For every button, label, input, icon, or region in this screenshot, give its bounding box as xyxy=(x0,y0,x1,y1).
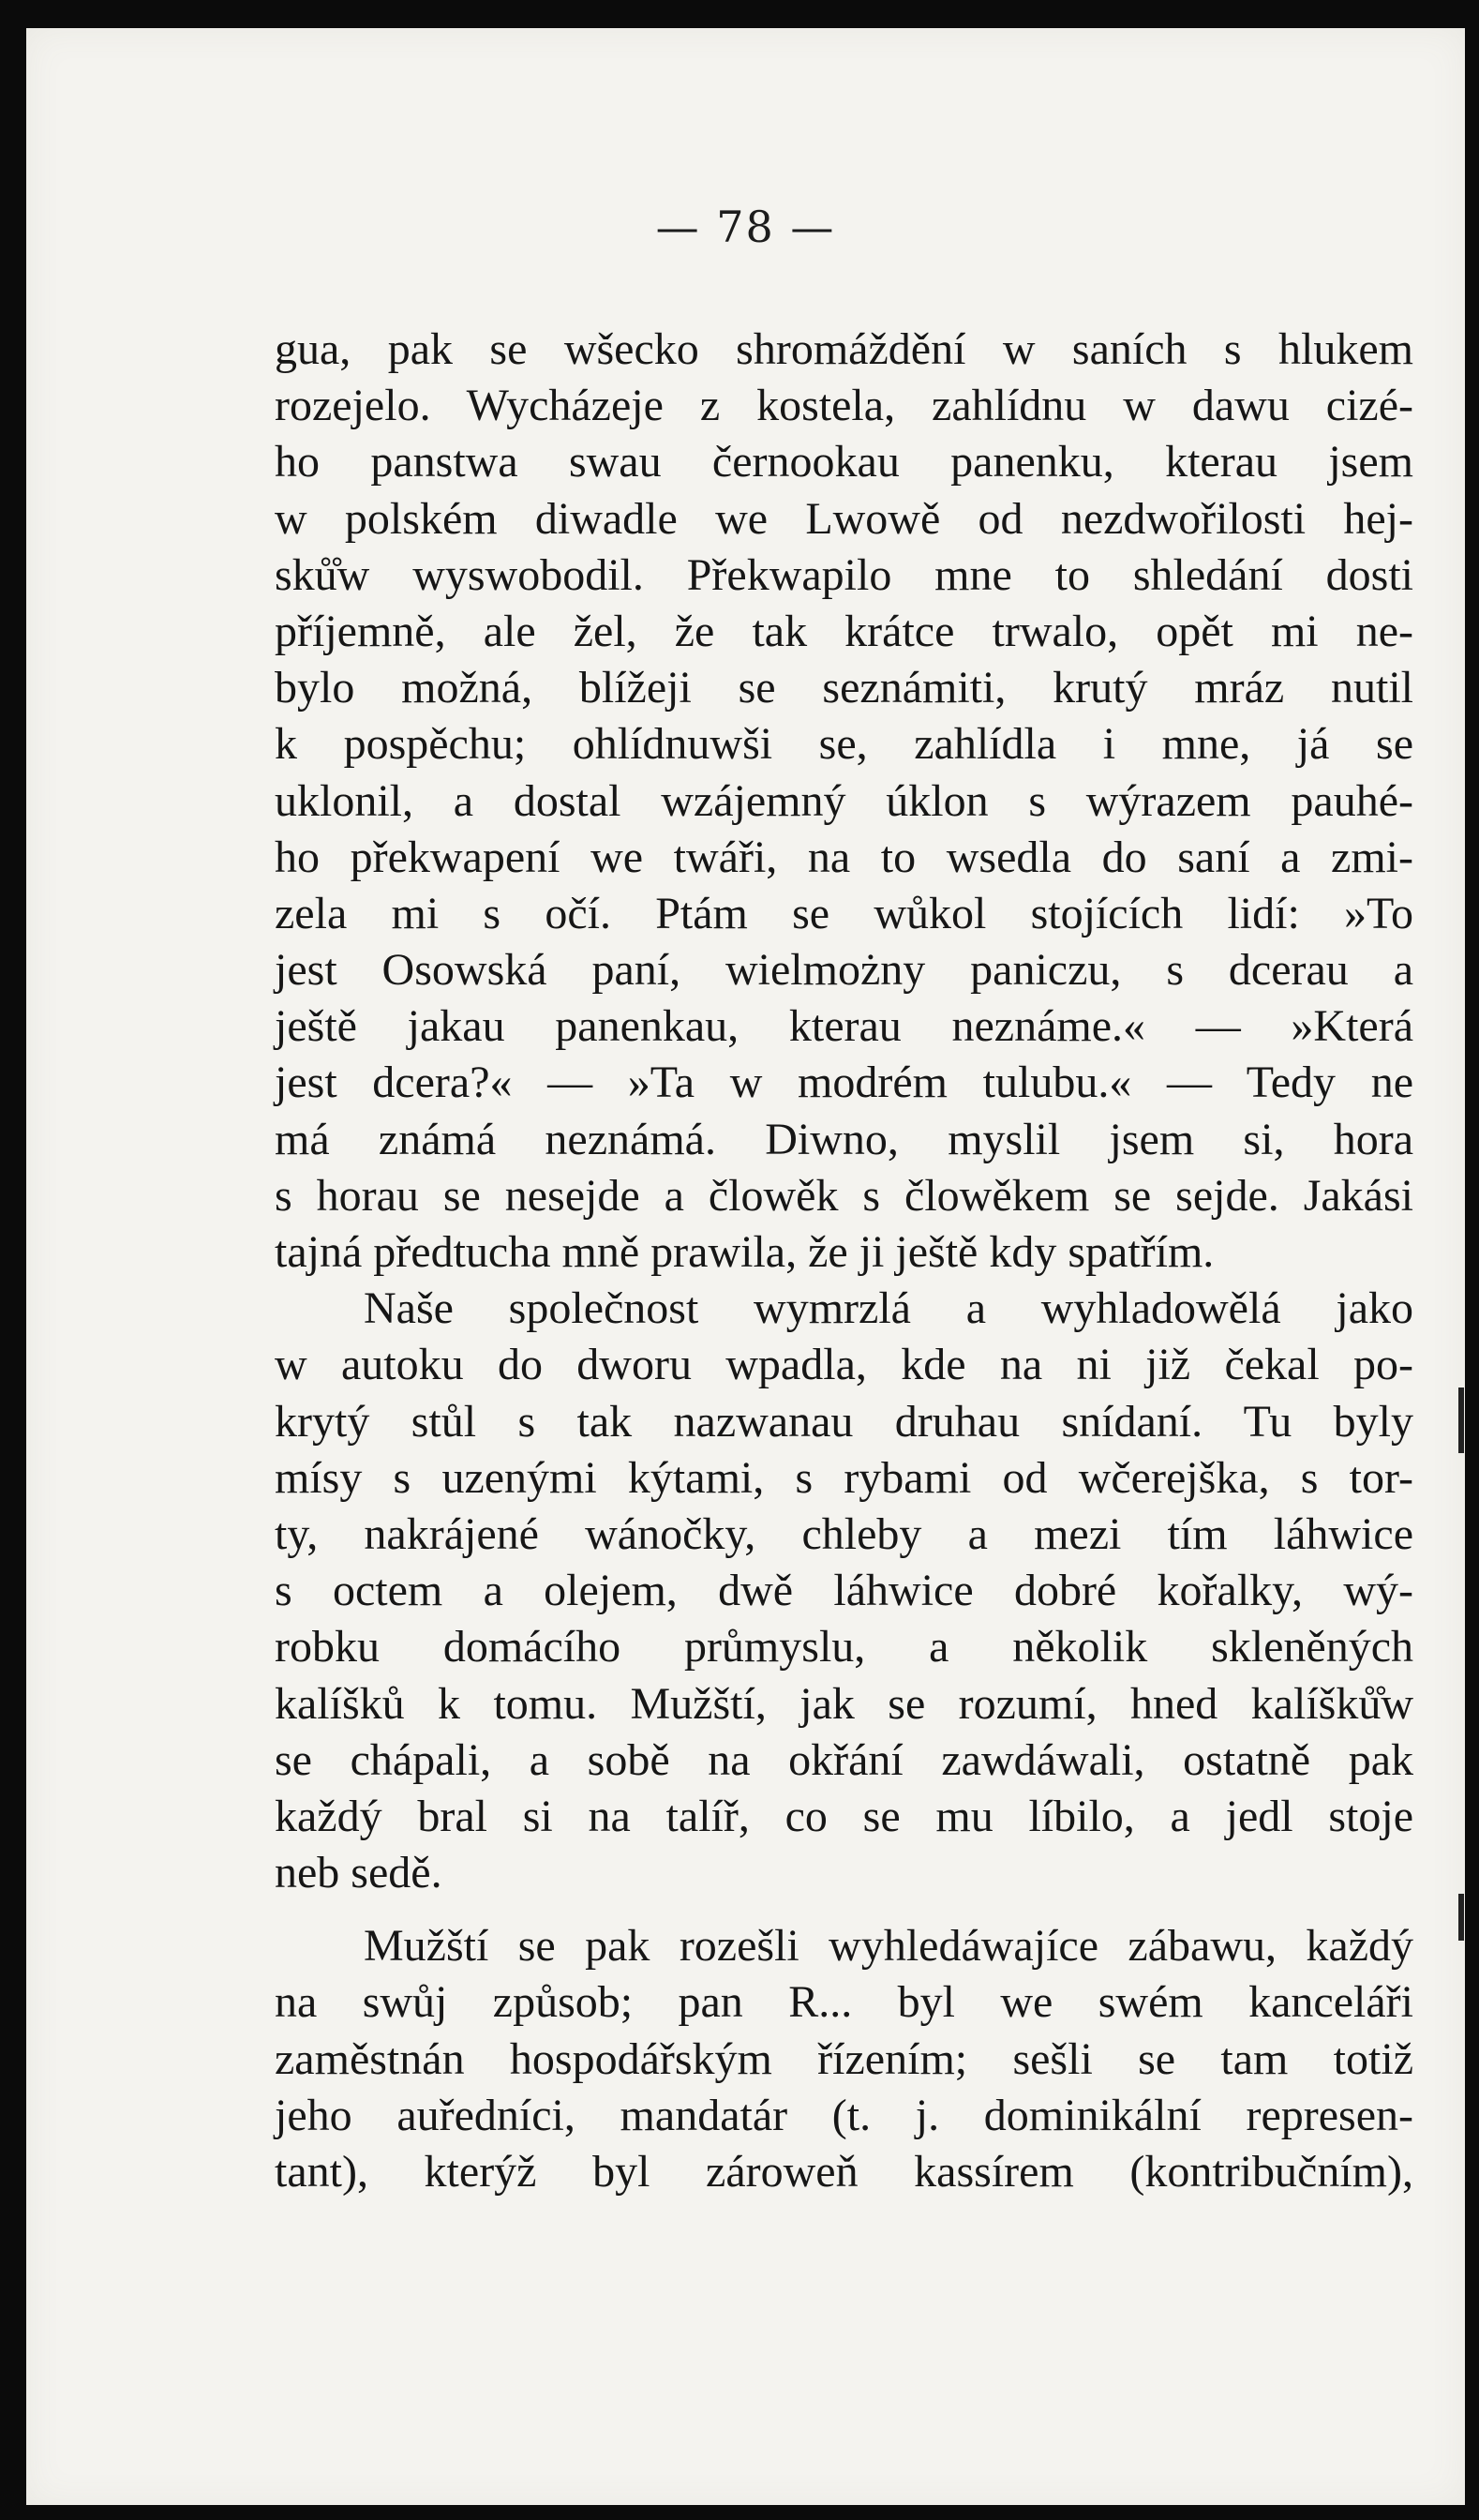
text-line: příjemně, ale žel, že tak krátce trwalo, opět mi ne- xyxy=(275,606,1413,656)
text-line: ho překwapení we twáři, na to wsedla do saní a zmi- xyxy=(275,832,1413,882)
text-line: ty, nakrájené wánočky, chleby a mezi tím láhwice xyxy=(275,1508,1413,1559)
text-line: w autoku do dworu wpadla, kde na ni již čekal po- xyxy=(275,1340,1413,1390)
text-line: zela mi s očí. Ptám se wůkol stojících lidí: »To xyxy=(275,888,1413,938)
text-line: zaměstnán hospodářským řízením; sešli se tam totiž xyxy=(275,2033,1413,2084)
text-line: rozejelo. Wycházeje z kostela, zahlídnu w dawu cizé- xyxy=(275,381,1413,431)
text-line: jest Osowská paní, wielmożny paniczu, s dcerau a xyxy=(275,945,1413,996)
paragraph-2 xyxy=(275,1281,1413,1901)
text-line: ho panstwa swau černookau panenku, kterau jsem xyxy=(275,437,1413,488)
text-line: má známá neznámá. Diwno, myslil jsem si, hora xyxy=(275,1114,1413,1164)
text-line: robku domácího průmyslu, a několik skleněných xyxy=(275,1622,1413,1672)
scan-edge-mark xyxy=(1458,1894,1464,1941)
book-page xyxy=(26,28,1465,2505)
text-line: ještě jakau panenkau, kterau neznáme.« — »Která xyxy=(275,1001,1413,1052)
text-line: w polském diwadle we Lwowě od nezdwořilosti hej- xyxy=(275,493,1413,544)
text-line: s octem a olejem, dwě láhwice dobré kořalky, wý- xyxy=(275,1566,1413,1616)
text-line: uklonil, a dostal wzájemný úklon s wýrazem pauhé- xyxy=(275,775,1413,826)
scan-edge-mark xyxy=(1458,1388,1464,1453)
text-line: neb sedě. xyxy=(275,1848,442,1898)
text-line: každý bral si na talíř, co se mu líbilo, a jedl stoje xyxy=(275,1791,1413,1841)
text-line: se chápali, a sobě na okřání zawdáwali, ostatně pak xyxy=(275,1734,1413,1785)
text-line: Mužští se pak rozešli wyhledáwajíce zábawu, každý xyxy=(364,1921,1413,1972)
text-line: jest dcera?« — »Ta w modrém tulubu.« — Tedy ne xyxy=(275,1058,1413,1108)
paragraph-gap xyxy=(275,1901,1413,1918)
text-line: s horau se nesejde a člowěk s člowěkem se sejde. Jakási xyxy=(275,1170,1413,1221)
text-line: tajná předtucha mně prawila, že ji ještě kdy spatřím. xyxy=(275,1227,1215,1277)
text-line: krytý stůl s tak nazwanau druhau snídaní. Tu byly xyxy=(275,1396,1413,1447)
text-line: jeho auředníci, mandatár (t. j. dominikální represen- xyxy=(275,2090,1413,2140)
text-body xyxy=(275,322,1413,2200)
text-line: tant), kterýž byl zároweň kassírem (kontribučním), xyxy=(275,2147,1413,2197)
text-line: bylo možná, blížeji se seznámiti, krutý mráz nutil xyxy=(275,663,1413,713)
text-line: mísy s uzenými kýtami, s rybami od wčerejška, s tor- xyxy=(275,1452,1413,1503)
text-line: k pospěchu; ohlídnuwši se, zahlídla i mne, já se xyxy=(275,719,1413,770)
text-line: Naše společnost wymrzlá a wyhladowělá jako xyxy=(364,1283,1413,1334)
paragraph-3 xyxy=(275,1918,1413,2200)
page-number: — 78 — xyxy=(655,202,836,252)
paragraph-1 xyxy=(275,322,1413,1281)
text-line: kalíšků k tomu. Mužští, jak se rozumí, hned kalíšků̊w xyxy=(275,1678,1413,1729)
text-line: gua, pak se wšecko shromáždění w saních s hlukem xyxy=(275,324,1413,374)
text-line: na swůj způsob; pan R... byl we swém kanceláři xyxy=(275,1977,1413,2028)
text-line: sků̊w wyswobodil. Překwapilo mne to shledání dosti xyxy=(275,549,1413,600)
